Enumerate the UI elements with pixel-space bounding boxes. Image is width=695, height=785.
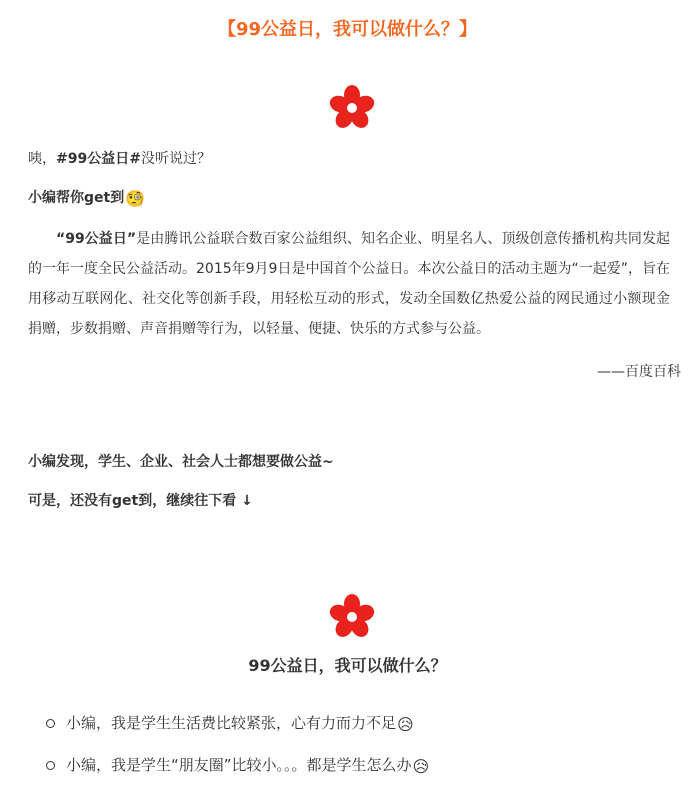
section-subtitle: 99公益日，我可以做什么？ xyxy=(248,656,447,675)
intro-get-text: 小编帮你get到 xyxy=(28,190,125,206)
red-flower-icon xyxy=(328,593,376,641)
thinking-face-icon: 🧐 xyxy=(125,189,146,208)
intro-question xyxy=(28,149,211,169)
findings-line-2: 可是，还没有get到，继续往下看 ↓ xyxy=(28,493,253,509)
question-list xyxy=(44,713,429,777)
list-item xyxy=(44,755,429,777)
definition-text: 是由腾讯公益联合数百家公益组织、知名企业、明星名人、顶级创意传播机构共同发起的一年一度全民公益活动。2015年9月9日是中国首个公益日。本次公益日的活动主题为“一起爱”，旨在用移动互联网化、社交化等创新手段，用轻松互动的形式，发动全国数亿热爱公益的网民通过小额现金捐赠，步数捐赠、声音捐赠等行为，以轻量、便捷、快乐的方式参与公益。 xyxy=(28,231,670,337)
hashtag-99: #99公益日# xyxy=(56,151,141,167)
page-title: 【99公益日，我可以做什么？】 xyxy=(217,19,478,40)
red-flower-icon xyxy=(328,84,376,132)
list-item xyxy=(44,713,429,735)
intro-get-line xyxy=(28,188,145,209)
sad-face-icon: 😥 xyxy=(412,757,430,776)
definition-term: “99公益日” xyxy=(56,231,137,247)
findings-line-1: 小编发现，学生、企业、社会人士都想要做公益~ xyxy=(28,454,334,470)
intro-prefix: 咦， xyxy=(28,151,56,167)
definition-paragraph xyxy=(28,224,670,344)
source-attribution: ——百度百科 xyxy=(597,364,681,380)
list-item-text: 小编，我是学生生活费比较紧张，心有力而力不足 xyxy=(66,714,397,732)
list-item-text: 小编，我是学生“朋友圈”比较小。。。都是学生怎么办 xyxy=(66,756,412,774)
intro-suffix: 没听说过？ xyxy=(140,151,211,167)
sad-face-icon: 😥 xyxy=(397,715,414,734)
